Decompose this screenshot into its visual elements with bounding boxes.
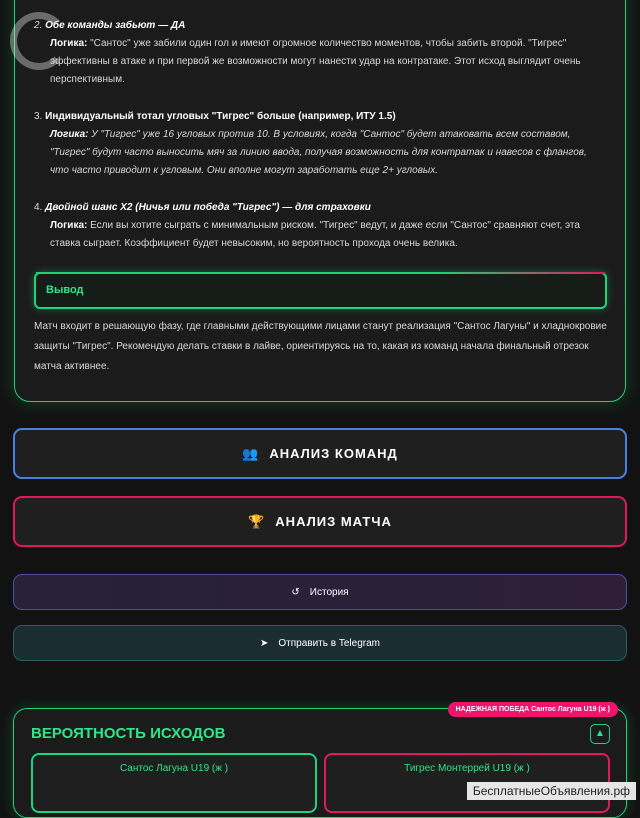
conclusion-header: Вывод xyxy=(34,272,607,309)
bets-list xyxy=(34,17,607,253)
item-number: 4. xyxy=(34,202,43,213)
bet-item xyxy=(34,108,607,180)
trophy-icon: 🏆 xyxy=(248,513,266,529)
logic-label: Логика: xyxy=(50,129,89,140)
users-icon: 👥 xyxy=(242,445,260,461)
outcome-probability-section xyxy=(13,708,627,818)
telegram-icon: ➤ xyxy=(260,637,269,649)
item-title: Двойной шанс X2 (Ничья или победа "Тигрес") — для страховки xyxy=(45,202,371,213)
logic-text: Если вы хотите сыграть с минимальным риском. "Тигрес" ведут, и даже если "Сантос" сравняют счет, эта ставка сыграет. Коэффициент будет невысоким, но вероятность прохода очень велика. xyxy=(50,220,580,249)
history-label: История xyxy=(309,586,349,598)
item-number: 3. xyxy=(34,111,43,122)
telegram-button[interactable] xyxy=(13,625,627,661)
logic-label: Логика: xyxy=(50,38,88,49)
match-analysis-label: АНАЛИЗ МАТЧА xyxy=(275,514,392,529)
logic-label: Логика: xyxy=(50,220,88,231)
item-title: Индивидуальный тотал угловых "Тигрес" больше (например, ИТУ 1.5) xyxy=(45,111,396,122)
analysis-card xyxy=(14,0,626,402)
history-button[interactable] xyxy=(13,574,627,610)
chevron-up-icon[interactable]: ▲ xyxy=(590,724,610,744)
match-analysis-button[interactable] xyxy=(13,496,627,547)
watermark-bottom: БесплатныеОбъявления.рф xyxy=(467,782,636,800)
team-analysis-button[interactable] xyxy=(13,428,627,479)
team-card-home[interactable]: Сантос Лагуна U19 (ж ) xyxy=(31,753,317,813)
telegram-label: Отправить в Telegram xyxy=(278,637,380,649)
team-analysis-label: АНАЛИЗ КОМАНД xyxy=(269,446,398,461)
history-icon: ↺ xyxy=(291,586,300,598)
reliable-win-badge: НАДЕЖНАЯ ПОБЕДА Сантос Лагуна U19 (ж ) xyxy=(448,702,618,717)
bet-item xyxy=(34,17,607,89)
logic-text: У "Тигрес" уже 16 угловых против 10. В условиях, когда "Сантос" будет атаковать всем составом, "Тигрес" будут часто выносить мяч за линию ввода, получая возможность для контратак и навесов с флангов, что часто приводит к угловым. Они вполне могут заработать еще 2+ угловых. xyxy=(50,129,587,176)
logic-text: "Сантос" уже забили один гол и имеют огромное количество моментов, чтобы забить второй. "Тигрес" эффективны в атаке и при первой же возможности могут нанести удар на контратаке. Этот исход выглядит очень перспективным. xyxy=(50,38,581,85)
item-number: 2. xyxy=(34,20,43,31)
bet-item xyxy=(34,199,607,253)
team-card-away[interactable]: Тигрес Монтеррей U19 (ж ) xyxy=(324,753,610,813)
section-title: ВЕРОЯТНОСТЬ ИСХОДОВ xyxy=(31,725,226,742)
conclusion-text: Матч входит в решающую фазу, где главными действующими лицами станут реализация "Сантос Лагуны" и хладнокровие защиты "Тигрес". Рекомендую делать ставки в лайве, ориентируясь на то, какая из команд начала финальный отрезок матча активнее. xyxy=(34,321,607,372)
item-title: Обе команды забьют — ДА xyxy=(45,20,186,31)
